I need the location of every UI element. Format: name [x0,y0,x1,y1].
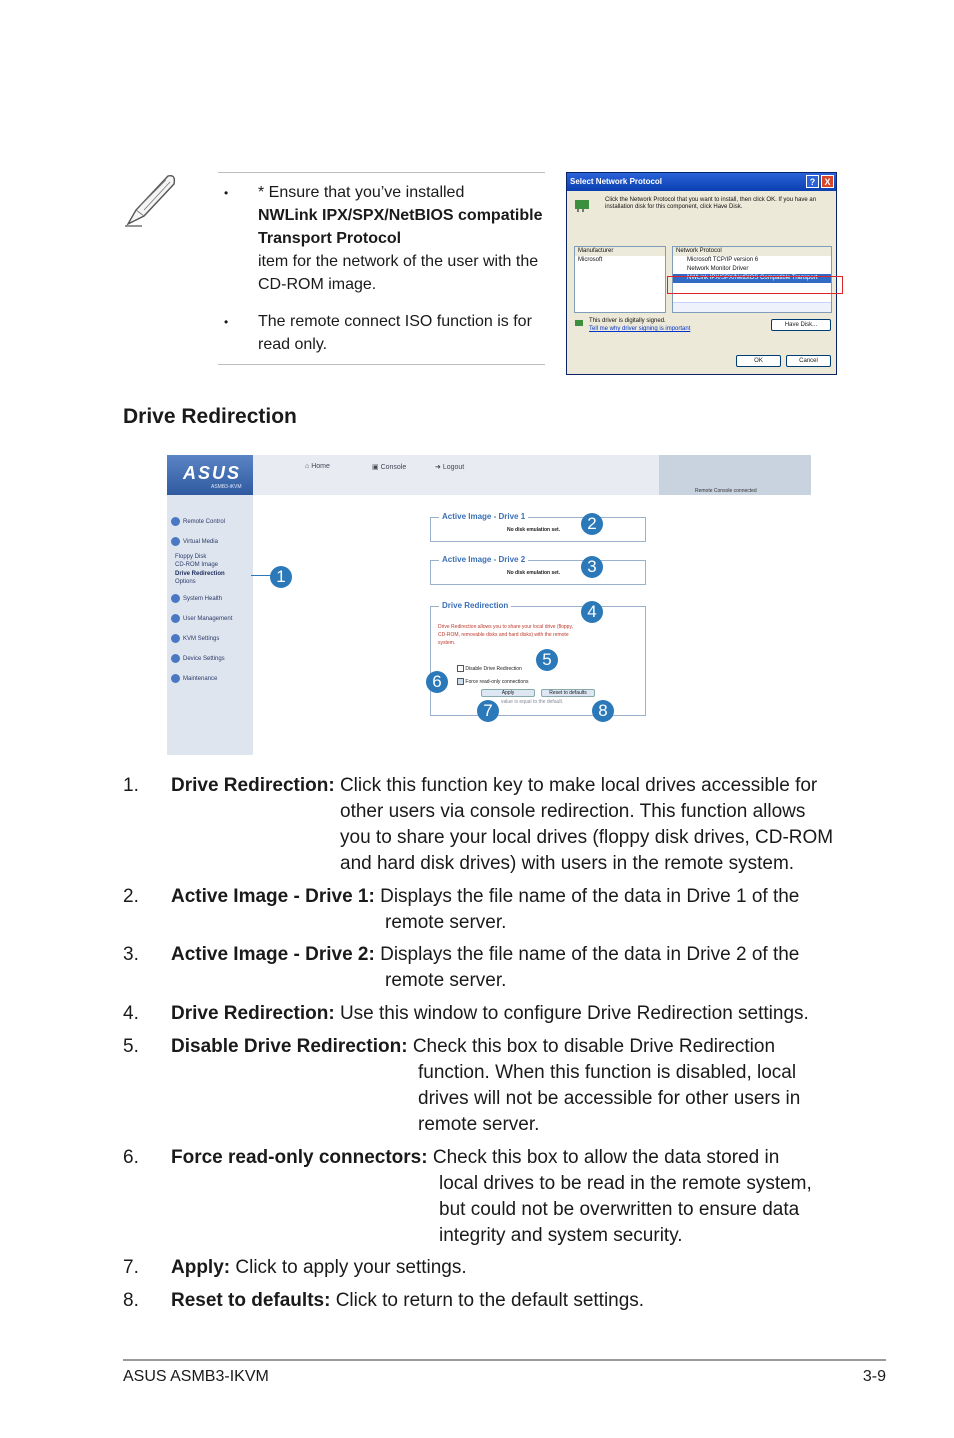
item-6-cont [439,1171,812,1249]
item-4-number: 4. [123,1003,139,1024]
remote-control-icon [171,517,180,526]
callout-7: 7 [477,700,499,722]
sidebar-label: User Management [183,616,233,623]
force-checkbox[interactable] [457,678,464,685]
protocol-header: Network Protocol [673,247,831,256]
item-3-line: Displays the file name of the data in Drive 2 of the [380,944,800,965]
horizontal-scrollbar[interactable] [673,302,831,312]
item-7 [171,1255,467,1281]
callout-1: 1 [270,566,292,588]
nav-home-label: Home [311,463,330,470]
sidebar-label: Remote Control [183,519,226,526]
sidebar-options[interactable]: Options [175,579,196,585]
note-bullet-2: The remote connect ISO function is for read only. [258,313,532,353]
select-network-protocol-dialog [566,172,837,375]
dialog-title: Select Network Protocol [570,177,663,186]
sidebar-label: Device Settings [183,656,225,663]
callout-3: 3 [581,556,603,578]
item-6-number: 6. [123,1147,139,1168]
sidebar-system-health[interactable] [171,594,222,603]
protocol-item-0[interactable]: Microsoft TCP/IP version 6 [687,257,759,263]
item-1-term: Drive Redirection: [171,775,335,796]
force-readonly-row[interactable] [457,678,528,685]
sidebar-floppy-disk[interactable]: Floppy Disk [175,554,207,560]
item-1 [171,773,817,799]
item-6-line: Check this box to allow the data stored in [432,1147,780,1168]
sidebar-user-management[interactable] [171,614,232,623]
nav-home[interactable]: ⌂ Home [305,463,330,470]
help-button[interactable]: ? [806,175,819,188]
manufacturer-header: Manufacturer [575,247,665,256]
item-5-line: Check this box to disable Drive Redirection [412,1036,776,1057]
sidebar-kvm-settings[interactable] [171,634,219,643]
web-ui-screenshot [167,455,811,755]
nav-logout[interactable]: ➜ Logout [435,464,465,471]
footer-left: ASUS ASMB3-IKVM [123,1368,269,1385]
disable-label: Disable Drive Redirection [465,665,522,672]
disable-redirection-row[interactable] [457,665,522,672]
maintenance-icon [171,674,180,683]
item-5-cont [418,1060,800,1138]
sidebar-device-settings[interactable] [171,654,225,663]
item-6-term: Force read-only connectors: [171,1147,428,1168]
item-2 [171,884,799,910]
item-6 [171,1145,779,1171]
nav-console-label: Console [380,464,407,471]
note-pencil-icon [122,170,182,230]
drive2-legend: Active Image - Drive 2 [439,555,528,564]
ok-button[interactable]: OK [736,355,781,367]
system-health-icon [171,594,180,603]
redir-legend: Drive Redirection [439,601,511,610]
item-8-term: Reset to defaults: [171,1290,331,1311]
item-4 [171,1001,809,1027]
item-3-term: Active Image - Drive 2: [171,944,375,965]
item-1-line: Click this function key to make local drives accessible for [339,775,818,796]
dialog-instruction: Click the Network Protocol that you want to install, then click OK. If you have an installation disk for this component, click Have Disk. [605,197,817,210]
drive2-panel [430,555,646,585]
section-title: Drive Redirection [123,405,297,428]
item-7-line: Click to apply your settings. [235,1257,467,1278]
sidebar-label: KVM Settings [183,636,220,643]
item-6-line: local drives to be read in the remote system, [439,1173,812,1194]
item-1-number: 1. [123,775,139,796]
callout-8: 8 [592,700,614,722]
item-5-line: drives will not be accessible for other users in [418,1088,801,1109]
drive2-value: No disk emulation set. [507,570,561,576]
disable-checkbox[interactable] [457,665,464,672]
callout-1-leader [251,575,271,576]
item-7-number: 7. [123,1257,139,1278]
note-top-rule [218,172,545,173]
web-ui-sidebar [167,495,253,755]
sidebar-cdrom-image[interactable]: CD-ROM Image [175,562,219,568]
signed-driver-icon [574,318,584,328]
footer-page-number: 3-9 [862,1368,886,1385]
protocol-item-1[interactable]: Network Monitor Driver [687,266,749,272]
drive1-value: No disk emulation set. [507,527,561,533]
item-5-line: remote server. [418,1114,540,1135]
item-5-term: Disable Drive Redirection: [171,1036,408,1057]
sidebar-maintenance[interactable] [171,674,217,683]
item-5-number: 5. [123,1036,139,1057]
item-8 [171,1288,644,1314]
callout-6: 6 [426,671,448,693]
item-8-number: 8. [123,1290,139,1311]
item-5 [171,1034,775,1060]
user-management-icon [171,614,180,623]
brand-subtext: ASMB3-iKVM [211,484,242,490]
sidebar-virtual-media[interactable] [171,537,218,546]
item-6-line: integrity and system security. [439,1225,683,1246]
item-8-line: Click to return to the default settings. [335,1290,645,1311]
nav-logout-label: Logout [442,464,465,471]
device-settings-icon [171,654,180,663]
have-disk-button[interactable]: Have Disk... [771,319,831,331]
note-bullet-1-bold: NWLink IPX/SPX/NetBIOS compatible Transport Protocol [258,207,543,247]
sidebar-drive-redirection[interactable]: Drive Redirection [175,571,225,577]
bullet-glyph: • [224,186,229,200]
sidebar-label: Virtual Media [183,539,218,546]
item-2-number: 2. [123,886,139,907]
item-3 [171,942,799,968]
redir-description: Drive Redirection allows you to share your local drive (floppy, CD-ROM, removable disks and hard disks) with the remote system. [438,624,573,646]
item-7-term: Apply: [171,1257,231,1278]
highlight-box [667,276,843,294]
sidebar-remote-control[interactable] [171,517,225,526]
cancel-button[interactable]: Cancel [786,355,831,367]
brand-logo [167,455,253,495]
dialog-titlebar [567,173,836,191]
network-card-icon [573,197,593,213]
item-1-line: and hard disk drives) with users in the remote system. [340,853,795,874]
force-label: Force read-only connections [465,678,529,685]
manufacturer-item[interactable]: Microsoft [578,257,603,263]
kvm-settings-icon [171,634,180,643]
note-bottom-rule [218,364,545,365]
virtual-media-icon [171,537,180,546]
manufacturer-list[interactable] [574,246,666,313]
item-1-cont [340,799,833,877]
item-4-line: Use this window to configure Drive Redirection settings. [339,1003,809,1024]
close-button[interactable]: X [821,175,834,188]
drive1-legend: Active Image - Drive 1 [439,512,528,521]
nav-console[interactable]: ▣ Console [372,464,407,471]
drive1-panel [430,512,646,542]
protocol-item-2[interactable]: NWLink IPX/SPX/NetBIOS Compatible Transport [673,274,831,283]
item-4-term: Drive Redirection: [171,1003,335,1024]
sidebar-label: Maintenance [183,676,218,683]
item-1-line: you to share your local drives (floppy disk drives, CD-ROM [340,827,834,848]
footer-rule [123,1359,886,1361]
item-3-cont: remote server. [385,970,507,991]
callout-5: 5 [536,649,558,671]
callout-4: 4 [581,601,603,623]
default-note: value is equal to the default. [501,699,564,705]
item-2-line: Displays the file name of the data in Drive 1 of the [380,886,800,907]
item-1-line: other users via console redirection. This function allows [340,801,806,822]
item-6-line: but could not be overwritten to ensure data [439,1199,800,1220]
sidebar-label: System Health [183,596,223,603]
item-3-number: 3. [123,944,139,965]
note-bullet-1 [258,181,543,296]
signing-link[interactable]: Tell me why driver signing is important [589,326,691,332]
note-bullet-1-text: * Ensure that you’ve installed [258,184,465,201]
bullet-glyph: • [224,315,229,329]
item-2-cont: remote server. [385,912,507,933]
item-5-line: function. When this function is disabled, local [418,1062,797,1083]
callout-2: 2 [581,513,603,535]
brand-text: ASUS [183,463,242,483]
status-text: Remote Console connected [695,488,757,494]
signed-text: This driver is digitally signed. [589,318,666,324]
item-2-term: Active Image - Drive 1: [171,886,375,907]
apply-button[interactable]: Apply [481,689,535,697]
reset-defaults-button[interactable]: Reset to defaults [541,689,595,697]
note-bullet-1-post: item for the network of the user with the CD-ROM image. [258,253,539,293]
